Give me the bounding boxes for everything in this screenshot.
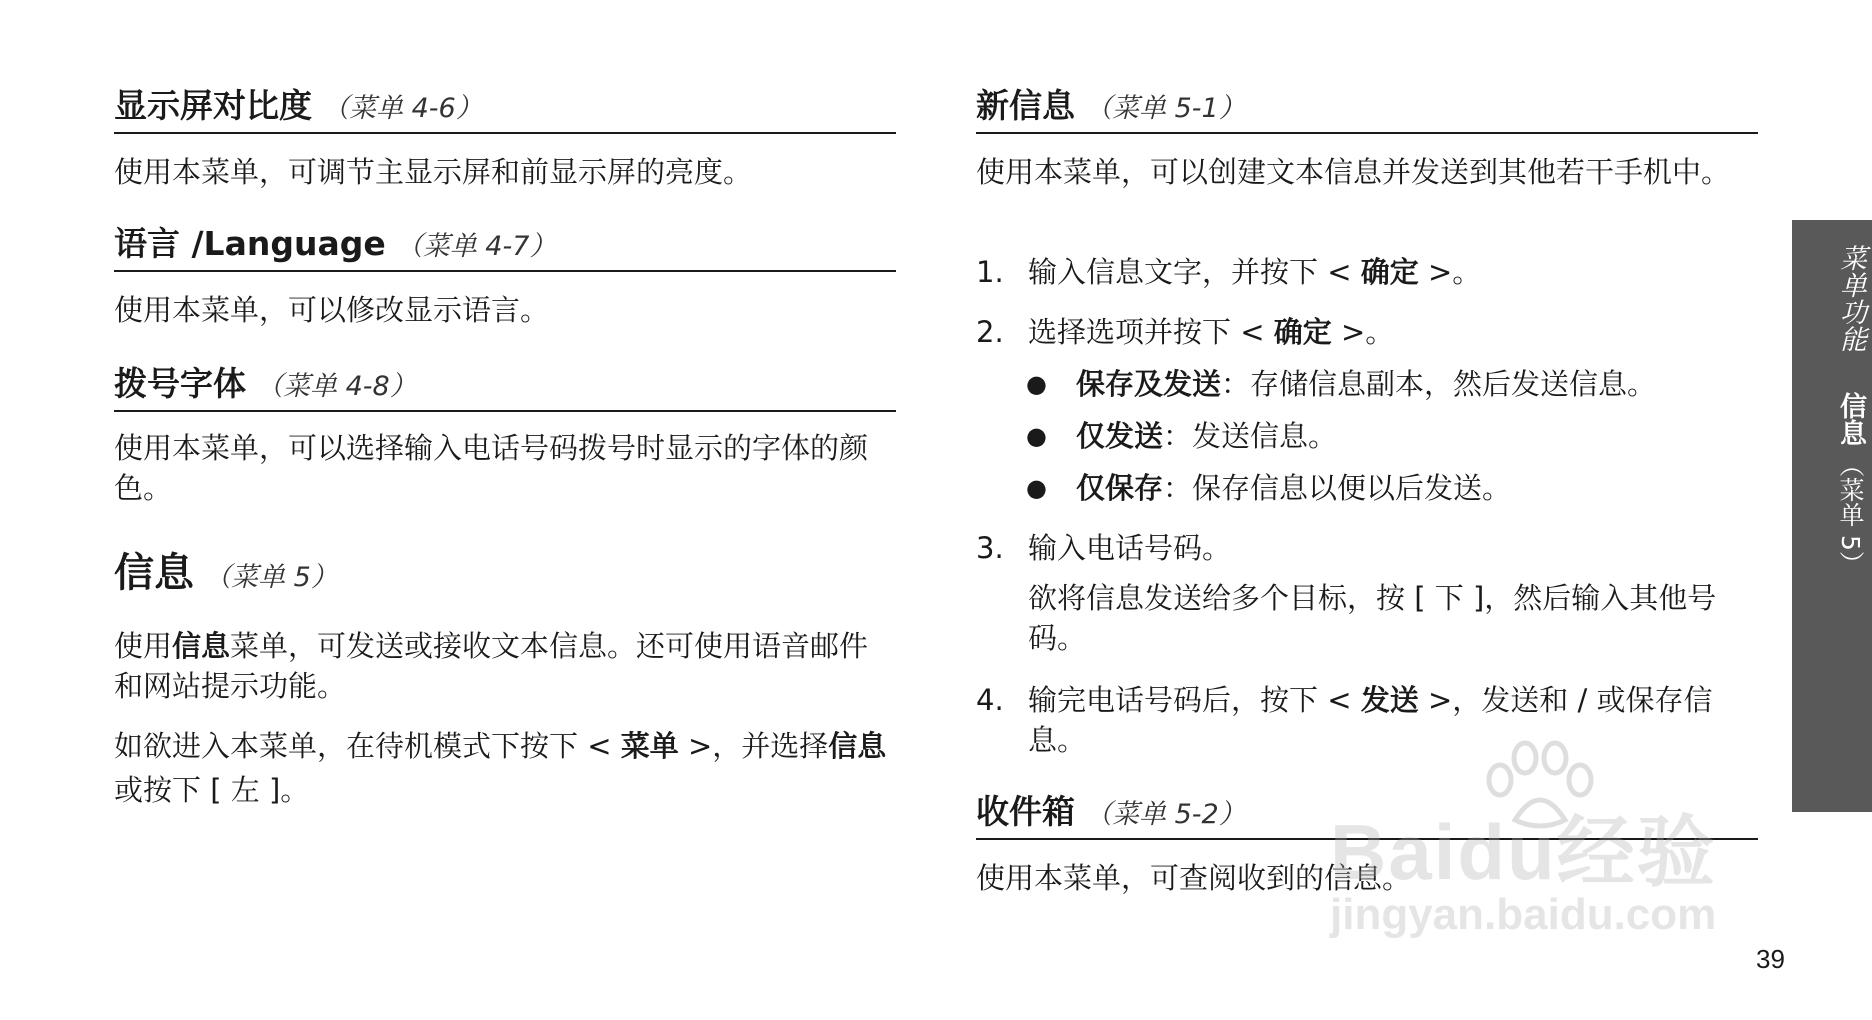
option-description: ：发送信息。 <box>1163 419 1338 453</box>
option-text <box>1076 364 1758 404</box>
step-note: 欲将信息发送给多个目标，按 [ 下 ]，然后输入其他号码。 <box>1028 581 1717 655</box>
section-title: 收件箱 <box>976 792 1075 831</box>
step-2 <box>976 312 1758 352</box>
section-title: 信息 <box>114 550 194 596</box>
option-send-only <box>1026 416 1758 456</box>
text-run: 输入信息文字，并按下 < <box>1028 255 1361 289</box>
text-run: 如欲进入本菜单，在待机模式下按下 < <box>114 729 621 763</box>
text-run: 菜单，可发送或接收文本信息。还可使用语音邮件和网站提示功能。 <box>114 629 869 703</box>
option-label: 仅发送 <box>1076 419 1164 453</box>
section-body: 使用本菜单，可以创建文本信息并发送到其他若干手机中。 <box>976 155 1731 189</box>
section-heading <box>114 84 896 134</box>
menu-reference: （菜单 5-2） <box>1085 799 1246 830</box>
menu-reference: （菜单 4-6） <box>322 93 483 124</box>
chapter-side-tab <box>1792 220 1872 812</box>
option-text <box>1076 468 1758 508</box>
emphasis-text: 信息 <box>828 729 887 763</box>
step-text: 输入电话号码。 <box>1028 531 1232 565</box>
section-heading <box>114 548 896 606</box>
bullet-icon: ● <box>1026 474 1047 502</box>
text-run: >，发送和 / 或保存信息。 <box>1028 683 1713 757</box>
section-heading <box>976 790 1758 840</box>
option-label: 仅保存 <box>1076 471 1164 505</box>
text-run: 使用 <box>114 629 173 663</box>
step-1 <box>976 252 1758 292</box>
section-title: 显示屏对比度 <box>114 86 312 125</box>
text-run: >，并选择 <box>678 729 829 763</box>
step-text <box>1028 312 1758 352</box>
section-title: 拨号字体 <box>114 364 246 403</box>
emphasis-text: 发送 <box>1360 683 1419 717</box>
section-heading <box>114 222 896 272</box>
side-tab-menu-label: 菜单功能 <box>1835 244 1866 352</box>
text-run: 输完电话号码后，按下 < <box>1028 683 1361 717</box>
section-body: 使用本菜单，可以修改显示语言。 <box>114 293 550 327</box>
step-text <box>1028 252 1758 292</box>
bullet-icon: ● <box>1026 422 1047 450</box>
section-new-message <box>976 84 1758 192</box>
step-4 <box>976 680 1758 760</box>
section-title: 语言 /Language <box>114 224 386 263</box>
section-inbox <box>976 790 1758 898</box>
step-number: 3. <box>976 531 1004 565</box>
text-run: 或按下 [ 左 ]。 <box>114 773 310 807</box>
bullet-icon: ● <box>1026 370 1047 398</box>
section-contrast <box>114 84 896 192</box>
option-description: ：存储信息副本，然后发送信息。 <box>1221 367 1657 401</box>
emphasis-text: 确定 <box>1360 255 1419 289</box>
section-title: 新信息 <box>976 86 1075 125</box>
messages-access <box>114 724 896 812</box>
step-number: 1. <box>976 255 1004 289</box>
menu-reference: （菜单 5） <box>204 562 338 593</box>
page-number: 39 <box>1756 944 1785 974</box>
option-text <box>1076 416 1758 456</box>
option-save-and-send <box>1026 364 1758 404</box>
section-dial-font <box>114 362 896 508</box>
section-messages <box>114 548 896 812</box>
emphasis-text: 菜单 <box>620 729 679 763</box>
side-tab-section-ref: （菜单 5） <box>1836 452 1865 576</box>
emphasis-text: 信息 <box>172 629 231 663</box>
text-run: >。 <box>1418 255 1482 289</box>
section-body: 使用本菜单，可以选择输入电话号码拨号时显示的字体的颜色。 <box>114 431 869 505</box>
menu-reference: （菜单 4-7） <box>395 231 557 262</box>
watermark-logo-text: Baidu经验 <box>1330 808 1717 896</box>
section-language <box>114 222 896 330</box>
option-description: ：保存信息以便以后发送。 <box>1163 471 1512 505</box>
emphasis-text: 确定 <box>1273 315 1332 349</box>
option-label: 保存及发送 <box>1076 367 1222 401</box>
step-number: 2. <box>976 315 1004 349</box>
side-tab-text <box>1830 244 1870 576</box>
step-3 <box>976 528 1758 658</box>
section-heading <box>976 84 1758 134</box>
side-tab-section-label: 信息 <box>1835 392 1866 446</box>
text-run: >。 <box>1331 315 1395 349</box>
watermark-url: jingyan.baidu.com <box>1330 890 1717 939</box>
section-heading <box>114 362 896 412</box>
text-run: 选择选项并按下 < <box>1028 315 1274 349</box>
step-text <box>1028 680 1758 760</box>
step-number: 4. <box>976 683 1004 717</box>
menu-reference: （菜单 5-1） <box>1085 93 1246 124</box>
menu-reference: （菜单 4-8） <box>256 371 417 402</box>
section-body: 使用本菜单，可调节主显示屏和前显示屏的亮度。 <box>114 155 753 189</box>
section-body: 使用本菜单，可查阅收到的信息。 <box>976 861 1412 895</box>
messages-intro <box>114 626 896 706</box>
option-save-only <box>1026 468 1758 508</box>
